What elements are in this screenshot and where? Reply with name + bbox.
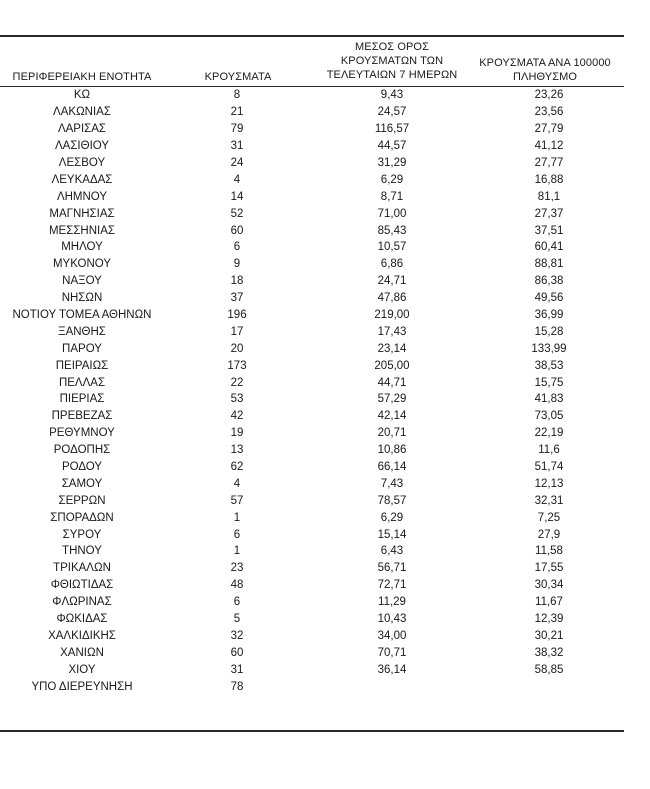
avg-cell: 56,71 <box>377 562 407 575</box>
table-row <box>0 239 624 256</box>
cases-cell: 60 <box>230 224 244 237</box>
table-row <box>0 138 624 155</box>
region-cell: ΡΕΘΥΜΝΟΥ <box>49 427 115 440</box>
cases-cell: 60 <box>230 646 244 659</box>
region-cell: ΠΑΡΟΥ <box>62 342 102 355</box>
table-row <box>0 475 624 492</box>
region-cell: ΧΙΟΥ <box>68 663 96 676</box>
cases-cell: 6 <box>233 596 241 609</box>
avg-cell: 42,14 <box>377 410 407 423</box>
header-avg-line2: ΚΡΟΥΣΜΑΤΩΝ ΤΩΝ <box>340 55 444 67</box>
region-cell: ΜΑΓΝΗΣΙΑΣ <box>49 207 115 220</box>
header-avg-line1: ΜΕΣΟΣ ΟΡΟΣ <box>355 41 429 53</box>
table-row <box>0 459 624 476</box>
per-100k-cell: 7,25 <box>537 511 561 524</box>
region-cell: ΝΑΞΟΥ <box>62 275 102 288</box>
table-row <box>0 357 624 374</box>
table-row <box>0 374 624 391</box>
region-cell: ΦΩΚΙΔΑΣ <box>56 613 108 626</box>
per-100k-cell: 27,77 <box>534 157 564 169</box>
cases-cell: 14 <box>230 190 244 203</box>
per-100k-cell: 11,58 <box>535 545 563 558</box>
per-100k-cell: 41,12 <box>534 140 564 153</box>
cases-cell: 22 <box>230 376 244 389</box>
avg-cell: 15,14 <box>377 528 407 541</box>
per-100k-cell: 51,74 <box>534 461 564 474</box>
avg-cell: 9,43 <box>380 89 404 102</box>
table-row <box>0 577 624 594</box>
table-row <box>0 492 624 509</box>
per-100k-cell: 11,6 <box>538 444 560 457</box>
table-row <box>0 171 624 188</box>
table-row <box>0 442 624 459</box>
cases-cell: 18 <box>230 275 244 288</box>
per-100k-cell: 38,32 <box>534 646 564 659</box>
region-cell: ΝΟΤΙΟΥ ΤΟΜΕΑ ΑΘΗΝΩΝ <box>12 309 152 322</box>
avg-cell: 44,57 <box>377 140 407 153</box>
region-cell: ΠΕΙΡΑΙΩΣ <box>55 359 109 372</box>
table-row <box>0 155 624 172</box>
region-cell: ΦΘΙΩΤΙΔΑΣ <box>50 579 114 592</box>
avg-cell: 71,00 <box>377 207 407 220</box>
per-100k-cell: 88,81 <box>534 258 564 271</box>
table-row <box>0 290 624 307</box>
per-100k-cell: 27,9 <box>537 528 561 541</box>
table-row <box>0 87 624 104</box>
avg-cell: 44,71 <box>377 376 407 389</box>
region-cell: ΡΟΔΟΥ <box>61 461 103 474</box>
cases-cell: 21 <box>230 106 244 119</box>
header-avg-line3: ΤΕΛΕΥΤΑΙΩΝ 7 ΗΜΕΡΩΝ <box>326 69 458 81</box>
region-cell: ΠΙΕΡΙΑΣ <box>59 393 105 406</box>
avg-cell: 11,29 <box>378 596 406 609</box>
per-100k-cell: 15,28 <box>534 325 564 338</box>
cases-cell: 17 <box>230 325 244 338</box>
avg-cell: 20,71 <box>377 427 407 440</box>
avg-cell: 66,14 <box>377 461 407 474</box>
per-100k-cell: 133,99 <box>531 342 567 355</box>
per-100k-cell: 32,31 <box>534 494 564 507</box>
avg-cell: 10,43 <box>377 613 407 626</box>
region-cell: ΜΗΛΟΥ <box>61 241 103 254</box>
avg-cell: 219,00 <box>374 309 410 322</box>
region-cell: ΣΕΡΡΩΝ <box>58 494 106 507</box>
per-100k-cell: 23,26 <box>534 89 564 102</box>
cases-cell: 4 <box>233 173 241 186</box>
table-row <box>0 340 624 357</box>
region-cell: ΛΕΣΒΟΥ <box>58 157 106 169</box>
cases-cell: 8 <box>233 89 241 102</box>
table-row <box>0 323 624 340</box>
region-cell: ΠΡΕΒΕΖΑΣ <box>51 410 113 423</box>
avg-cell: 6,29 <box>380 511 404 524</box>
cases-cell: 4 <box>233 477 241 490</box>
avg-cell: 72,71 <box>377 579 407 592</box>
per-100k-cell: 27,79 <box>534 123 564 136</box>
avg-cell: 205,00 <box>374 359 410 372</box>
table-bottom-rule <box>0 730 624 732</box>
avg-cell: 34,00 <box>377 629 407 642</box>
avg-cell: 17,43 <box>377 325 407 338</box>
table-row <box>0 628 624 645</box>
cases-cell: 9 <box>233 258 241 271</box>
cases-cell: 1 <box>233 545 241 558</box>
region-cell: ΤΡΙΚΑΛΩΝ <box>53 562 111 575</box>
avg-cell: 10,86 <box>377 444 407 457</box>
table-row <box>0 661 624 678</box>
region-cell: ΝΗΣΩΝ <box>61 292 103 305</box>
region-cell: ΛΑΣΙΘΙΟΥ <box>54 140 110 153</box>
per-100k-cell: 38,53 <box>534 359 564 372</box>
cases-cell: 78 <box>230 680 244 693</box>
cases-cell: 31 <box>230 663 244 676</box>
header-cases: ΚΡΟΥΣΜΑΤΑ <box>204 71 272 83</box>
region-cell: ΧΑΛΚΙΔΙΚΗΣ <box>48 629 116 642</box>
region-cell: ΛΑΡΙΣΑΣ <box>57 123 107 136</box>
avg-cell: 47,86 <box>377 292 407 305</box>
table-row <box>0 222 624 239</box>
avg-cell: 6,43 <box>380 545 404 558</box>
per-100k-cell: 86,38 <box>534 275 564 288</box>
avg-cell: 6,86 <box>380 258 404 271</box>
region-cell: ΣΠΟΡΑΔΩΝ <box>50 511 114 524</box>
per-100k-cell: 30,34 <box>534 579 564 592</box>
table-row <box>0 273 624 290</box>
per-100k-cell: 12,13 <box>534 477 564 490</box>
region-cell: ΣΑΜΟΥ <box>61 477 103 490</box>
per-100k-cell: 17,55 <box>534 562 564 575</box>
region-cell: ΞΑΝΘΗΣ <box>58 325 106 338</box>
table-row <box>0 408 624 425</box>
cases-cell: 23 <box>230 562 244 575</box>
table-row <box>0 594 624 611</box>
table-row <box>0 104 624 121</box>
table-row <box>0 205 624 222</box>
cases-cell: 19 <box>230 427 244 440</box>
table-row <box>0 678 624 695</box>
per-100k-cell: 16,88 <box>534 173 564 186</box>
avg-cell: 78,57 <box>377 494 407 507</box>
cases-cell: 57 <box>230 494 244 507</box>
per-100k-cell: 41,83 <box>534 393 564 406</box>
cases-cell: 79 <box>230 123 244 136</box>
table-row <box>0 611 624 628</box>
region-cell: ΛΗΜΝΟΥ <box>56 190 108 203</box>
avg-cell: 31,29 <box>377 157 407 169</box>
header-per-line2: ΠΛΗΘΥΣΜΟ <box>512 71 578 83</box>
table-row <box>0 188 624 205</box>
per-100k-cell: 37,51 <box>534 224 564 237</box>
avg-cell: 6,29 <box>380 173 404 186</box>
table-row <box>0 526 624 543</box>
table-row <box>0 307 624 324</box>
region-cell: ΦΛΩΡΙΝΑΣ <box>52 596 112 609</box>
region-cell: ΠΕΛΛΑΣ <box>58 376 106 389</box>
region-cell: ΤΗΝΟΥ <box>62 545 102 558</box>
table-top-rule <box>0 35 624 37</box>
header-per-line1: ΚΡΟΥΣΜΑΤΑ ΑΝΑ 100000 <box>479 57 611 69</box>
cases-cell: 52 <box>230 207 244 220</box>
per-100k-cell: 81,1 <box>537 190 561 203</box>
region-cell: ΥΠΟ ΔΙΕΡΕΥΝΗΣΗ <box>31 680 133 693</box>
cases-cell: 48 <box>230 579 244 592</box>
table-body <box>0 87 624 695</box>
table-row <box>0 644 624 661</box>
per-100k-cell: 22,19 <box>534 427 564 440</box>
avg-cell: 10,57 <box>377 241 407 254</box>
per-100k-cell: 23,56 <box>534 106 564 119</box>
cases-cell: 24 <box>230 157 244 169</box>
avg-cell: 70,71 <box>377 646 407 659</box>
table-row <box>0 256 624 273</box>
cases-cell: 5 <box>233 613 241 626</box>
table-row <box>0 121 624 138</box>
per-100k-cell: 15,75 <box>534 376 564 389</box>
avg-cell: 7,43 <box>380 477 404 490</box>
region-cell: ΡΟΔΟΠΗΣ <box>53 444 111 457</box>
per-100k-cell: 27,37 <box>534 207 564 220</box>
region-cell: ΜΕΣΣΗΝΙΑΣ <box>48 224 116 237</box>
per-100k-cell: 60,41 <box>534 241 564 254</box>
region-cell: ΧΑΝΙΩΝ <box>60 646 104 659</box>
region-cell: ΛΑΚΩΝΙΑΣ <box>53 106 111 119</box>
cases-cell: 6 <box>233 528 241 541</box>
header-cases-per-100k <box>466 56 624 84</box>
region-cell: ΣΥΡΟΥ <box>62 528 102 541</box>
per-100k-cell: 12,39 <box>534 613 564 626</box>
table-row <box>0 425 624 442</box>
header-avg-7-days <box>318 40 466 82</box>
avg-cell: 24,71 <box>377 275 407 288</box>
table-row <box>0 391 624 408</box>
per-100k-cell: 30,21 <box>534 629 564 642</box>
table-row <box>0 509 624 526</box>
cases-cell: 31 <box>230 140 244 153</box>
avg-cell: 24,57 <box>377 106 407 119</box>
region-cell: ΚΩ <box>73 89 91 102</box>
cases-cell: 1 <box>233 511 241 524</box>
per-100k-cell: 49,56 <box>534 292 564 305</box>
table-row <box>0 543 624 560</box>
avg-cell: 8,71 <box>380 190 404 203</box>
table-row <box>0 560 624 577</box>
per-100k-cell: 11,67 <box>535 596 563 609</box>
header-region: ΠΕΡΙΦΕΡΕΙΑΚΗ ΕΝΟΤΗΤΑ <box>12 71 152 83</box>
region-cell: ΛΕΥΚΑΔΑΣ <box>51 173 113 186</box>
per-100k-cell: 36,99 <box>534 309 564 322</box>
cases-cell: 196 <box>227 309 247 322</box>
avg-cell: 57,29 <box>377 393 407 406</box>
avg-cell: 85,43 <box>377 224 407 237</box>
per-100k-cell: 58,85 <box>534 663 564 676</box>
cases-cell: 6 <box>233 241 241 254</box>
cases-cell: 42 <box>230 410 244 423</box>
region-cell: ΜΥΚΟΝΟΥ <box>52 258 112 271</box>
cases-cell: 37 <box>230 292 244 305</box>
per-100k-cell: 73,05 <box>534 410 564 423</box>
cases-cell: 53 <box>230 393 244 406</box>
cases-cell: 62 <box>230 461 244 474</box>
avg-cell: 23,14 <box>377 342 407 355</box>
avg-cell: 116,57 <box>374 123 410 136</box>
cases-cell: 173 <box>227 359 247 372</box>
cases-cell: 13 <box>230 444 244 457</box>
avg-cell: 36,14 <box>377 663 407 676</box>
cases-cell: 32 <box>230 629 244 642</box>
cases-cell: 20 <box>230 342 244 355</box>
